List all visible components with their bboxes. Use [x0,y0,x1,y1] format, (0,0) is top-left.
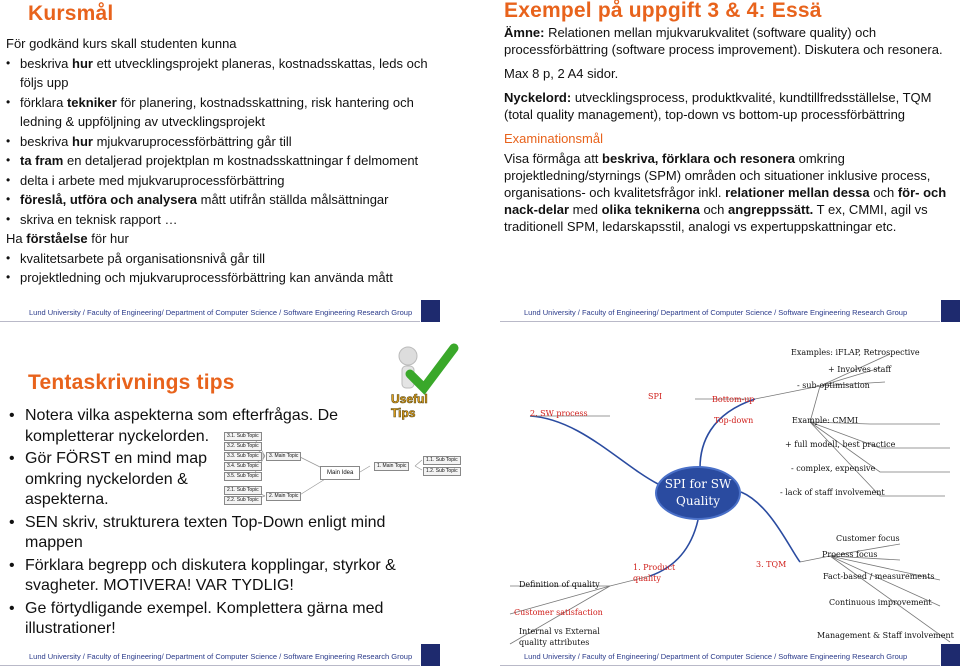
goal-list [6,54,438,230]
mind-map-main-idea: Main Idea [320,466,360,480]
slide-footer: Lund University / Faculty of Engineering/ Department of Computer Science / Software Engineering Research Group [500,644,960,666]
list-item: • SEN skriv, strukturera texten Top-Down enligt mind mappen [9,513,434,554]
footer-logo-square [421,300,440,322]
slide-footer: Lund University / Faculty of Engineering/ Department of Computer Science / Software Engineering Research Group [500,300,960,322]
list-item: • Gör FÖRST en mind map omkring nyckelorden & aspekterna. [9,449,434,511]
useful-tips-label: Useful Tips [391,392,428,420]
list-item: • ta fram en detaljerad projektplan m kostnadsskattningar f delmoment [6,151,438,171]
list-item: • förklara tekniker för planering, kostnadsskattning, risk hantering och ledning & uppföljning av utvecklingsprojekt [6,93,438,132]
slide-body [504,24,954,242]
footer-logo-square [941,300,960,322]
slide-footer: Lund University / Faculty of Engineering/ Department of Computer Science / Software Engineering Research Group [0,644,440,666]
list-item: • Notera vilka aspekterna som efterfrågas. De kompletterar nyckelorden. [9,406,434,447]
list-item: • beskriva hur mjukvaruprocessförbättring går till [6,132,438,152]
list-item: • kvalitetsarbete på organisationsnivå går till [6,249,438,269]
slide-essay-example [500,0,960,322]
max-text: Max 8 p, 2 A4 sidor. [504,66,619,81]
list-item: • skriva en teknisk rapport … [6,210,438,230]
slide-footer: Lund University / Faculty of Engineering/ Department of Computer Science / Software Engineering Research Group [0,300,440,322]
understanding-list [6,249,438,288]
slide-exam-tips [0,344,458,666]
footer-logo-square [421,644,440,666]
understanding-text: Ha förståelse för hur [6,231,129,246]
list-item: • Förklara begrepp och diskutera kopplingar, styrkor & svagheter. MOTIVERA! VAR TYDLIG! [9,556,434,597]
list-item: • föreslå, utföra och analysera mått utifrån ställda målsättningar [6,190,438,210]
exam-heading: Examinationsmål [504,131,603,146]
slide-kursmal [0,0,440,322]
slide-title: Exempel på uppgift 3 & 4: Essä [504,0,822,22]
slide-spi-mindmap: SPI for SW Quality Examples: iFLAP, Retrospective + Involves staff - sub-optimisation SPI Bottom-up 2. SW process Top-down Example: CMMI + full modell, best practice - complex, expensive - lack of staff involvement Customer focus Process focus 1. Product quality 3. TQM Fact-based / measurements Definition of quality Continuous improvement Customer satisfaction Internal vs External quality attributes Management & Staff involvement Lund University / Faculty of Engineering/ Department of Computer Science / Software Engineering Research Group [500,344,960,666]
mind-map-thumbnail: 3.1. Sub Topic 3.2. Sub Topic 3.3. Sub Topic 3.4. Sub Topic 3.5. Sub Topic 3. Main Topic 2.1. Sub Topic 2.2. Sub Topic 2. Main Topic Main Idea 1. Main Topic 1.1. Sub Topic 1.2. Sub Topic [220,432,456,514]
slide-title: Kursmål [28,2,114,25]
central-topic: SPI for SW Quality [655,466,741,520]
exam-text: Visa förmåga att beskriva, förklara och resonera omkring projektledning/styrnings (SPM) områden och situationer inklusive process, organisations- och kvalitetsfrågor inkl. relationer mellan dessa och för- och nack-delar med olika teknikerna och angreppssätt. T ex, CMMI, agil vs traditionell SPM, ledarskapsstil, analogi vs expertuppskattningar etc. [504,151,947,234]
list-item: • delta i arbete med mjukvaruprocessförbättring [6,171,438,191]
list-item: • Ge förtydligande exempel. Komplettera gärna med illustrationer! [9,599,434,640]
list-item: • projektledning och mjukvaruprocessförbättring kan använda mått [6,268,438,288]
slide-title: Tentaskrivnings tips [28,371,235,394]
slide-body [6,34,438,288]
topic-text: Ämne: Relationen mellan mjukvarukvalitet (software quality) och processförbättring (software process improvement). Diskutera och resonera. [504,25,943,57]
keywords-text: Nyckelord: utvecklingsprocess, produktkvalité, kundtillfredsställelse, TQM (total quality management), top-down vs bottom-up processförbättring [504,90,932,122]
footer-logo-square [941,644,960,666]
list-item: • beskriva hur ett utvecklingsprojekt planeras, kostnadsskattas, leds och följs upp [6,54,438,93]
intro-text: För godkänd kurs skall studenten kunna [6,36,237,51]
